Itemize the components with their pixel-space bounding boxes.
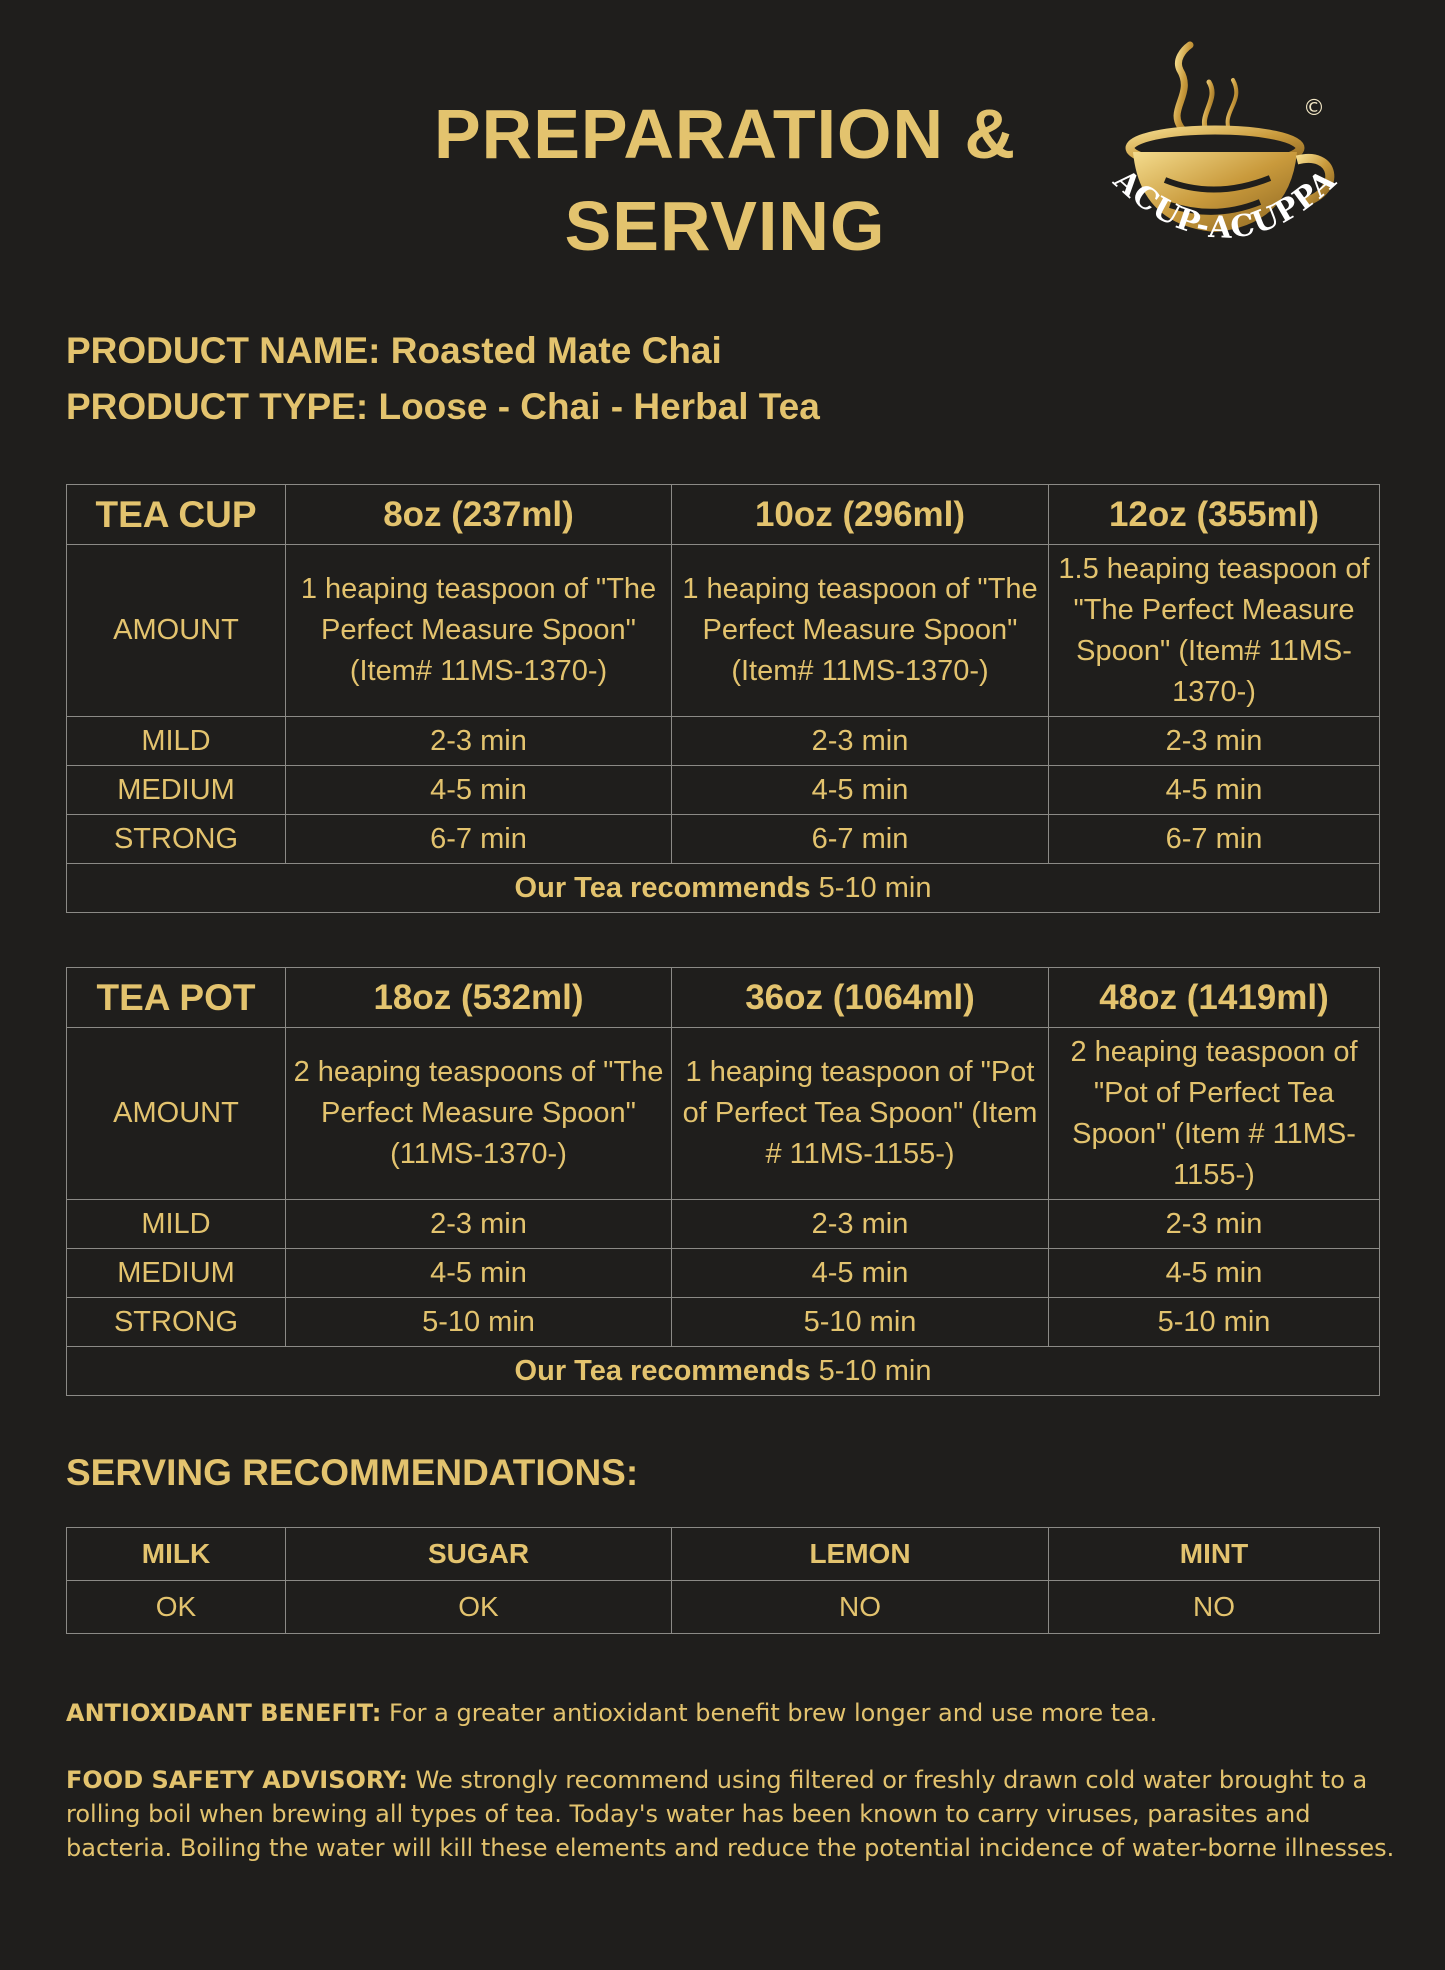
product-type-label: PRODUCT TYPE: (66, 386, 369, 427)
page-title-line-1: PREPARATION & (433, 95, 1017, 173)
time-cell: 6-7 min (672, 815, 1049, 864)
amount-cell: 1 heaping teaspoon of "The Perfect Measure Spoon" (Item# 11MS-1370-) (286, 545, 672, 717)
serving-value-mint: NO (1049, 1581, 1380, 1634)
recommendation-label: Our Tea recommends (514, 871, 811, 904)
amount-cell: 2 heaping teaspoons of "The Perfect Measure Spoon" (11MS-1370-) (286, 1028, 672, 1200)
table-row (67, 717, 1380, 766)
time-cell: 5-10 min (672, 1298, 1049, 1347)
time-cell: 2-3 min (672, 1200, 1049, 1249)
time-cell: 6-7 min (286, 815, 672, 864)
safety-text: We strongly recommend using filtered or freshly drawn cold water brought to a rolling boil when brewing all types of tea. Today's water has been known to carry viruses, parasites and bacteria. Boiling the water will kill these elements and reduce the potential incidence of water-borne illnesses. (66, 1766, 1395, 1862)
steam-icon (1177, 45, 1236, 132)
amount-cell: 2 heaping teaspoon of "Pot of Perfect Tea Spoon" (Item # 11MS-1155-) (1049, 1028, 1380, 1200)
row-label: MEDIUM (67, 1249, 286, 1298)
serving-recommendations-title: SERVING RECOMMENDATIONS: (66, 1452, 639, 1493)
table-row (67, 766, 1380, 815)
time-cell: 4-5 min (286, 1249, 672, 1298)
time-cell: 2-3 min (1049, 717, 1380, 766)
product-name (66, 323, 820, 379)
time-cell: 2-3 min (672, 717, 1049, 766)
row-label: AMOUNT (67, 1028, 286, 1200)
recommendation-row (67, 1347, 1380, 1396)
page-title-line-2: SERVING (564, 187, 886, 265)
time-cell: 2-3 min (286, 717, 672, 766)
table-header-row (67, 485, 1380, 545)
serving-value-sugar: OK (286, 1581, 672, 1634)
time-cell: 4-5 min (672, 766, 1049, 815)
row-label: MILD (67, 1200, 286, 1249)
antioxidant-label: ANTIOXIDANT BENEFIT: (66, 1699, 382, 1727)
row-label: STRONG (67, 815, 286, 864)
row-label: STRONG (67, 1298, 286, 1347)
recommendation-row (67, 864, 1380, 913)
amount-cell: 1 heaping teaspoon of "Pot of Perfect Tea Spoon" (Item # 11MS-1155-) (672, 1028, 1049, 1200)
recommendation-cell (67, 1347, 1380, 1396)
logo-copyright-mark: © (1303, 96, 1325, 121)
size-header: 10oz (296ml) (672, 485, 1049, 545)
antioxidant-benefit-note (66, 1696, 1396, 1730)
tea-cup-table (66, 484, 1380, 913)
amount-cell: 1 heaping teaspoon of "The Perfect Measure Spoon" (Item# 11MS-1370-) (672, 545, 1049, 717)
tea-pot-table (66, 967, 1380, 1396)
table-row (67, 1249, 1380, 1298)
table-header-row (67, 1528, 1380, 1581)
brand-logo (1105, 40, 1355, 270)
time-cell: 5-10 min (1049, 1298, 1380, 1347)
time-cell: 4-5 min (672, 1249, 1049, 1298)
serving-header-lemon: LEMON (672, 1528, 1049, 1581)
row-label: AMOUNT (67, 545, 286, 717)
size-header: 18oz (532ml) (286, 968, 672, 1028)
antioxidant-text: For a greater antioxidant benefit brew longer and use more tea. (389, 1699, 1158, 1727)
table-row (67, 1028, 1380, 1200)
tea-cup-header: TEA CUP (67, 485, 286, 545)
time-cell: 6-7 min (1049, 815, 1380, 864)
row-label: MEDIUM (67, 766, 286, 815)
time-cell: 2-3 min (1049, 1200, 1380, 1249)
food-safety-advisory-note (66, 1763, 1396, 1865)
size-header: 36oz (1064ml) (672, 968, 1049, 1028)
amount-cell: 1.5 heaping teaspoon of "The Perfect Measure Spoon" (Item# 11MS-1370-) (1049, 545, 1380, 717)
table-row (67, 1581, 1380, 1634)
size-header: 12oz (355ml) (1049, 485, 1380, 545)
product-name-label: PRODUCT NAME: (66, 330, 381, 371)
serving-value-milk: OK (67, 1581, 286, 1634)
table-header-row (67, 968, 1380, 1028)
time-cell: 4-5 min (1049, 1249, 1380, 1298)
product-info (66, 323, 820, 435)
size-header: 8oz (237ml) (286, 485, 672, 545)
time-cell: 4-5 min (1049, 766, 1380, 815)
recommendation-value: 5-10 min (818, 1354, 932, 1387)
safety-label: FOOD SAFETY ADVISORY: (66, 1766, 408, 1794)
logo-wordmark: ACUP-ACUPPA (1106, 162, 1344, 246)
table-row (67, 1200, 1380, 1249)
time-cell: 2-3 min (286, 1200, 672, 1249)
product-type-value: Loose - Chai - Herbal Tea (378, 386, 820, 427)
page-title (390, 88, 1060, 272)
table-row (67, 815, 1380, 864)
time-cell: 4-5 min (286, 766, 672, 815)
serving-header-sugar: SUGAR (286, 1528, 672, 1581)
serving-value-lemon: NO (672, 1581, 1049, 1634)
row-label: MILD (67, 717, 286, 766)
recommendation-value: 5-10 min (818, 871, 932, 904)
recommendation-label: Our Tea recommends (514, 1354, 811, 1387)
serving-header-mint: MINT (1049, 1528, 1380, 1581)
tea-pot-header: TEA POT (67, 968, 286, 1028)
serving-recommendations-table (66, 1527, 1380, 1634)
product-name-value: Roasted Mate Chai (390, 330, 722, 371)
product-type (66, 379, 820, 435)
table-row (67, 1298, 1380, 1347)
time-cell: 5-10 min (286, 1298, 672, 1347)
serving-header-milk: MILK (67, 1528, 286, 1581)
recommendation-cell (67, 864, 1380, 913)
size-header: 48oz (1419ml) (1049, 968, 1380, 1028)
table-row (67, 545, 1380, 717)
